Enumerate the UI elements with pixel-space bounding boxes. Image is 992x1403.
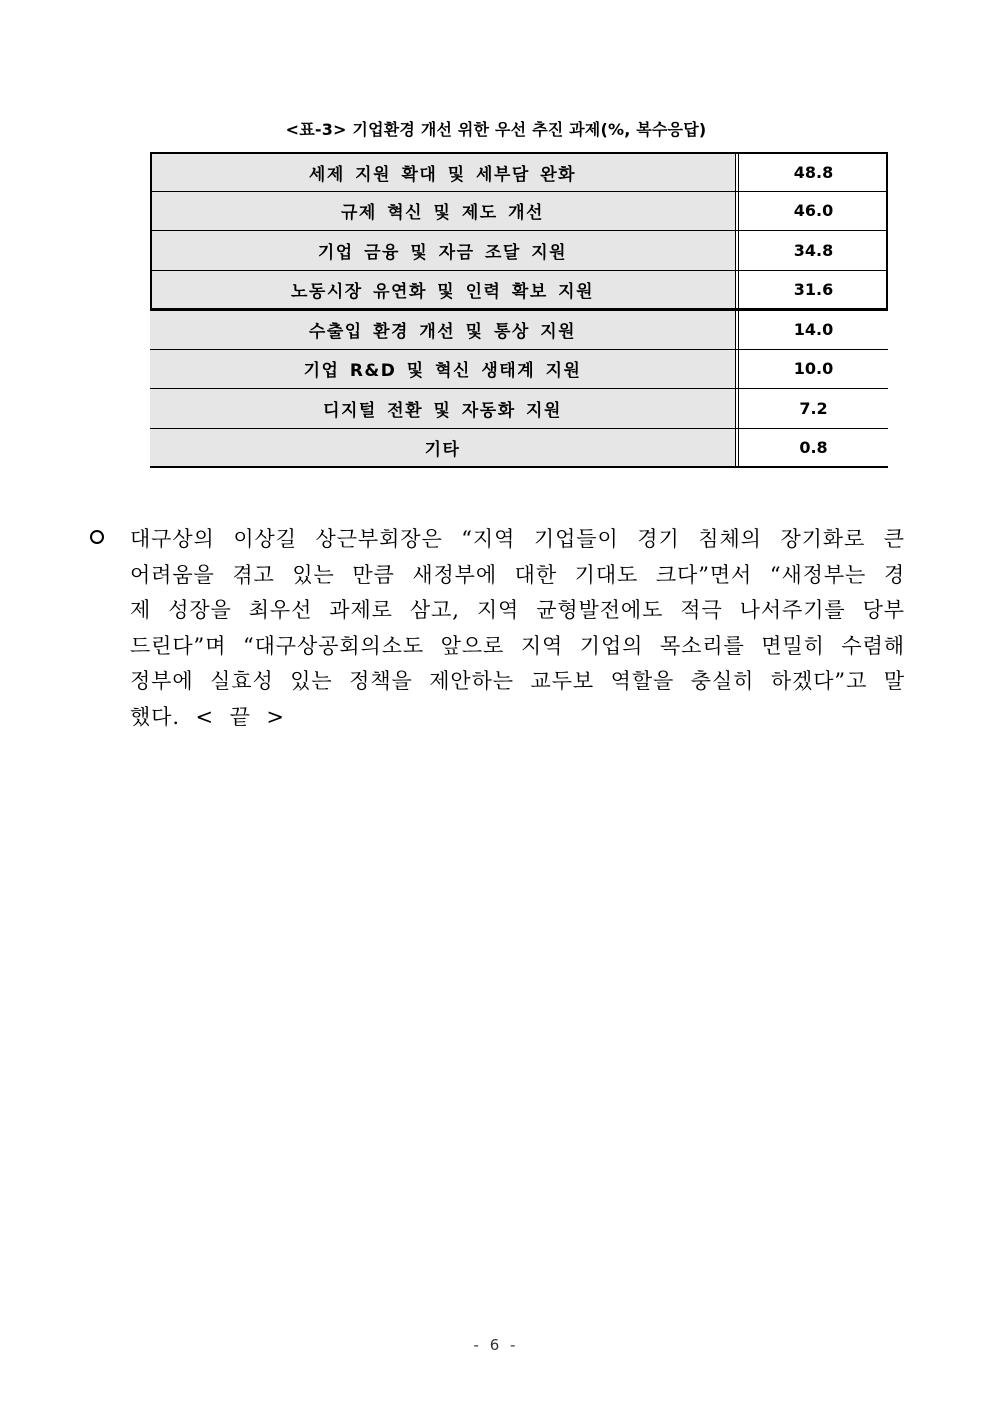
table-row — [150, 192, 888, 232]
row-label: 기타 — [150, 429, 735, 467]
hollow-circle-bullet-icon — [90, 530, 104, 544]
row-value: 10.0 — [739, 350, 888, 389]
priority-table — [150, 152, 888, 468]
row-value: 7.2 — [739, 389, 888, 428]
row-value: 0.8 — [739, 429, 888, 467]
table-row — [150, 310, 888, 350]
table-row — [150, 429, 888, 469]
body-section — [90, 522, 905, 735]
row-label: 기업 R&D 및 혁신 생태계 지원 — [150, 350, 735, 389]
row-value: 14.0 — [739, 310, 888, 349]
page-number: - 6 - — [473, 1336, 519, 1354]
row-value: 31.6 — [739, 271, 888, 309]
table-row — [150, 271, 888, 311]
table-caption: <표-3> 기업환경 개선 위한 우선 추진 과제(%, 복수응답) — [285, 120, 707, 139]
row-value: 46.0 — [739, 192, 888, 231]
row-label: 노동시장 유연화 및 인력 확보 지원 — [150, 271, 735, 309]
row-label: 세제 지원 확대 및 세부담 완화 — [150, 154, 735, 191]
table-row — [150, 350, 888, 390]
row-label: 디지털 전환 및 자동화 지원 — [150, 389, 735, 428]
body-paragraph: 대구상의 이상길 상근부회장은 “지역 기업들이 경기 침체의 장기화로 큰 어려움을 겪고 있는 만큼 새정부에 대한 기대도 크다”면서 “새정부는 경제 성장을 최우선 과제로 삼고, 지역 균형발전에도 적극 나서주기를 당부드린다”며 “대구상공회의소도 앞으로 지역 기업의 목소리를 면밀히 수렴해 정부에 실효성 있는 정책을 제안하는 교두보 역할을 충실히 하겠다”고 말했다. < 끝 > — [130, 527, 905, 729]
table-row — [150, 231, 888, 271]
row-value: 34.8 — [739, 231, 888, 270]
table-row — [150, 152, 888, 192]
row-label: 기업 금융 및 자금 조달 지원 — [150, 231, 735, 270]
row-label: 규제 혁신 및 제도 개선 — [150, 192, 735, 231]
row-label: 수출입 환경 개선 및 통상 지원 — [150, 310, 735, 349]
row-value: 48.8 — [739, 154, 888, 191]
table-row — [150, 389, 888, 429]
